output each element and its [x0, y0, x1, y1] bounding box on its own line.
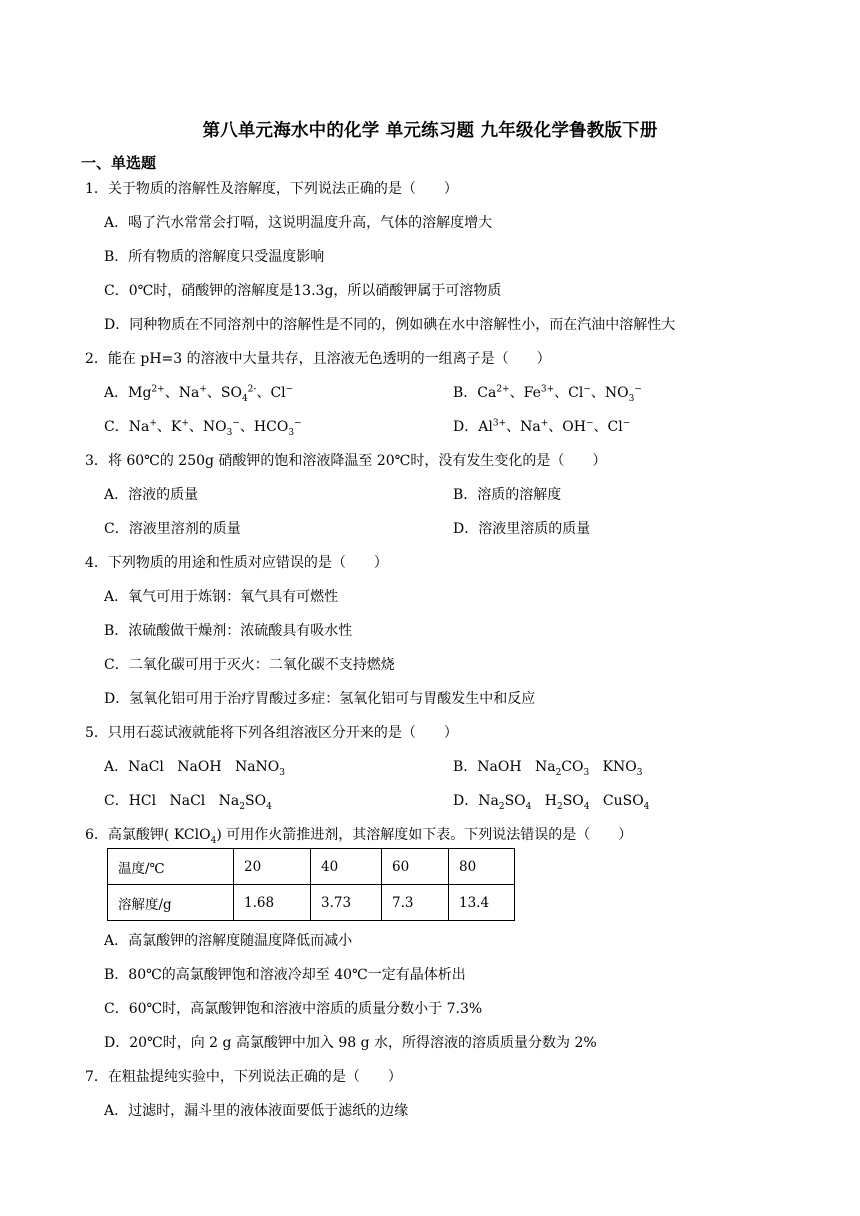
question-1-option-a: A．喝了汽水常常会打嗝，这说明温度升高，气体的溶解度增大: [104, 215, 493, 231]
question-7-stem: 7．在粗盐提纯实验中，下列说法正确的是（ ）: [85, 1069, 402, 1085]
question-4-option-b: B．浓硫酸做干燥剂：浓硫酸具有吸水性: [104, 623, 353, 639]
question-6-option-d: D．20℃时，向 2 g 高氯酸钾中加入 98 g 水，所得溶液的溶质质量分数为 2%: [104, 1035, 597, 1051]
question-3-option-b: B．溶质的溶解度: [453, 487, 562, 503]
question-4-stem: 4．下列物质的用途和性质对应错误的是（ ）: [85, 555, 388, 571]
question-6-option-a: A．高氯酸钾的溶解度随温度降低而减小: [104, 933, 353, 949]
table-row: [108, 849, 515, 885]
table-cell: 13.4: [449, 885, 515, 921]
question-5-option-c: C．HCl NaCl $Na_2SO_4$: [104, 793, 272, 812]
table-cell: 80: [449, 849, 515, 885]
table-cell: 温度/℃: [108, 849, 234, 885]
question-1-option-b: B．所有物质的溶解度只受温度影响: [104, 249, 325, 265]
table-cell: 7.3: [382, 885, 449, 921]
question-3-option-d: D．溶液里溶质的质量: [453, 521, 591, 537]
table-cell: 1.68: [234, 885, 311, 921]
question-6-option-c: C．60℃时，高氯酸钾饱和溶液中溶质的质量分数小于 7.3%: [104, 1001, 483, 1017]
question-6-stem: 6．高氯酸钾( KClO$_4$) 可用作火箭推进剂，其溶解度如下表。下列说法错误的是（ ）: [85, 827, 633, 846]
question-2-option-b: B．$Ca^{2+}$、$Fe^{3+}$、Cl−、$NO_3^-$: [453, 384, 642, 404]
table-row: [108, 885, 515, 921]
question-2-option-d: D．$Al^{3+}$、Na+、OH−、Cl−: [453, 418, 631, 435]
question-1-stem: 1．关于物质的溶解性及溶解度，下列说法正确的是（ ）: [85, 181, 458, 197]
question-7-option-a: A．过滤时，漏斗里的液体液面要低于滤纸的边缘: [104, 1103, 409, 1119]
table-cell: 20: [234, 849, 311, 885]
question-6-option-b: B．80℃的高氯酸钾饱和溶液冷却至 40℃一定有晶体析出: [104, 967, 466, 983]
question-2-option-c: C．Na+、K+、$NO_3^-$、$HCO_3^-$: [104, 418, 302, 438]
question-5-option-d: D．$Na_2SO_4$ $H_2SO_4$ CuSO$_4$: [453, 793, 650, 812]
table-cell: 60: [382, 849, 449, 885]
document-title: 第八单元海水中的化学 单元练习题 九年级化学鲁教版下册: [202, 121, 658, 141]
table-cell: 溶解度/g: [108, 885, 234, 921]
question-4-option-d: D．氢氧化铝可用于治疗胃酸过多症：氢氧化铝可与胃酸发生中和反应: [104, 691, 536, 707]
question-2-option-a: A．$Mg^{2+}$、Na+、$SO_4^{2-}$、Cl−: [104, 384, 294, 404]
question-2-stem: 2．能在 pH=3 的溶液中大量共存，且溶液无色透明的一组离子是（ ）: [85, 351, 551, 367]
question-5-stem: 5．只用石蕊试液就能将下列各组溶液区分开来的是（ ）: [85, 725, 458, 741]
question-4-option-c: C．二氧化碳可用于灭火：二氧化碳不支持燃烧: [104, 657, 395, 673]
section-heading: 一、单选题: [81, 154, 157, 172]
question-4-option-a: A．氧气可用于炼钢：氧气具有可燃性: [104, 589, 339, 605]
solubility-table: [107, 848, 515, 921]
question-5-option-b: B．NaOH $Na_2CO_3$ $KNO_3$: [453, 759, 643, 778]
question-3-stem: 3．将 60℃的 250g 硝酸钾的饱和溶液降温至 20℃时，没有发生变化的是（ ）: [85, 453, 607, 469]
question-1-option-c: C．0℃时，硝酸钾的溶解度是13.3g，所以硝酸钾属于可溶物质: [104, 283, 502, 299]
question-1-option-d: D．同种物质在不同溶剂中的溶解性是不同的，例如碘在水中溶解性小，而在汽油中溶解性大: [104, 317, 676, 333]
table-cell: 3.73: [311, 885, 382, 921]
question-3-option-a: A．溶液的质量: [104, 487, 199, 503]
question-3-option-c: C．溶液里溶剂的质量: [104, 521, 241, 537]
table-cell: 40: [311, 849, 382, 885]
question-5-option-a: A．NaCl NaOH NaNO$_3$: [104, 759, 285, 778]
